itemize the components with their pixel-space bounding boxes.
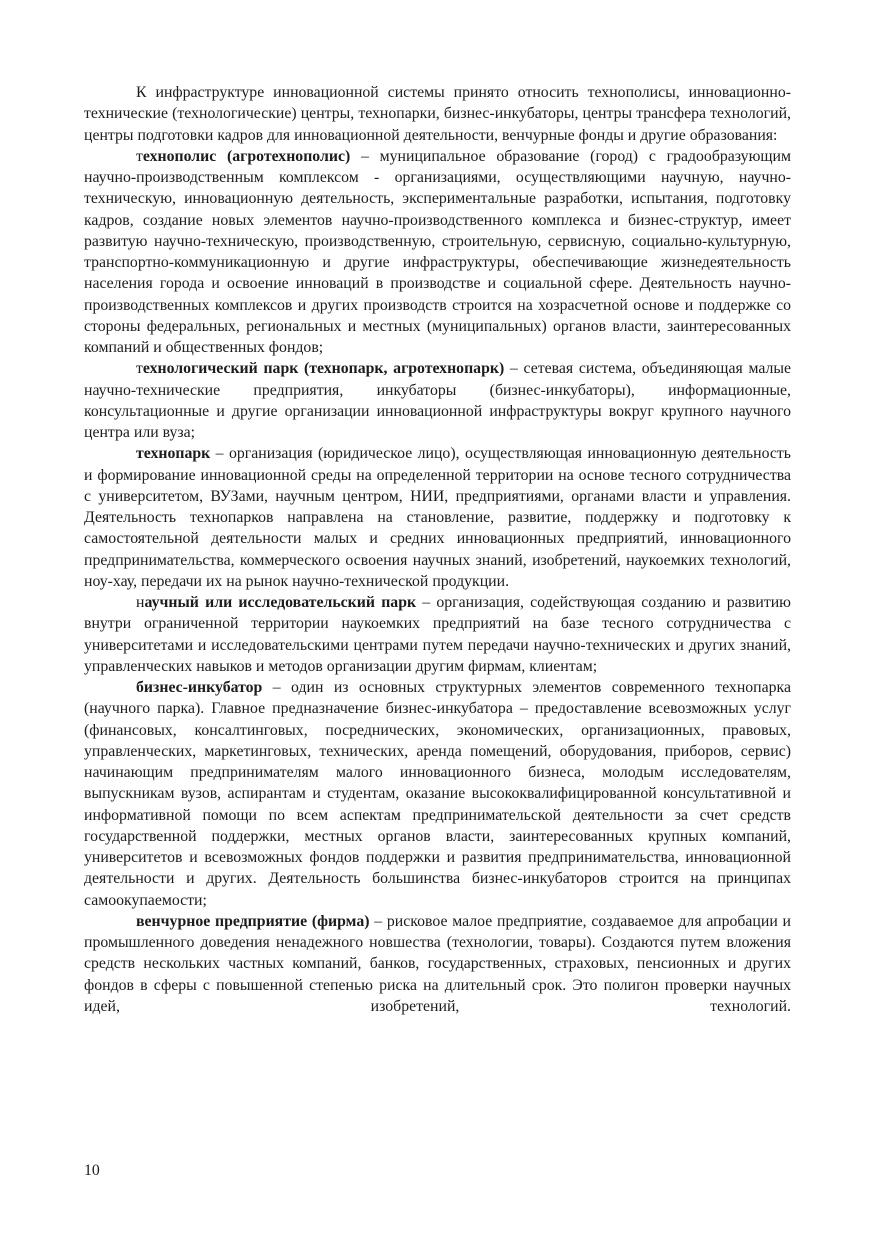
page-number: 10 <box>84 1162 100 1179</box>
paragraph-text: – организация (юридическое лицо), осуществляющая инновационную деятельность и формирование инновационной среды на определенной территории на основе тесного сотрудничества с университетом, ВУЗами, научным центром, НИИ, предприятиями, органами власти и управления. Деятельность технопарков направлена на становление, развитие, поддержку и подготовку к самостоятельной деятельности малых и средних инновационных предприятий, инновационного предпринимательства, коммерческого освоения научных знаний, изобретений, наукоемких технологий, ноу-хау, передачи их на рынок научно-технической продукции. <box>84 445 791 590</box>
paragraph-venture-enterprise <box>84 911 791 1017</box>
term-lead-letter: н <box>136 594 145 611</box>
term-science-park: аучный или исследовательский парк <box>144 594 417 611</box>
term-lead-letter: т <box>136 360 143 378</box>
paragraph-science-park <box>84 592 791 677</box>
paragraph-intro <box>84 82 791 146</box>
paragraph-business-incubator <box>84 677 791 911</box>
term-lead-letter: т <box>136 147 143 165</box>
paragraph-text: – сетевая система, объединяющая малые научно-технические предприятия, инкубаторы (бизнес-инкубаторы), информационные, консультационные и другие организации инновационной инфраструктуры вокруг крупного научного центра или вуза; <box>84 360 791 441</box>
term-tech-park: ехнологический парк (технопарк, агротехнопарк) <box>142 360 505 378</box>
paragraph-text: – муниципальное образование (город) с градообразующим научно-производственным комплексом - организациями, осуществляющими научную, научно-техническую, инновационную деятельность, экспериментальные разработки, испытания, подготовку кадров, создание новых элементов научно-производственного комплекса и бизнес-структур, имеет развитую научно-техническую, производственную, строительную, сервисную, социально-культурную, транспортно-коммуникационную и другие инфраструктуры, обеспечивающие жизнедеятельность населения города и освоение инноваций в производстве и социальной сфере. Деятельность научно-производственных комплексов и других производств строится на хозрасчетной основе и поддержке со стороны федеральных, региональных и местных (муниципальных) органов власти, заинтересованных компаний и общественных фондов; <box>84 147 791 356</box>
paragraph-text: К инфраструктуре инновационной системы принято относить технополисы, инновационно-технические (технологические) центры, технопарки, бизнес-инкубаторы, центры трансфера технологий, центры подготовки кадров для инновационной деятельности, венчурные фонды и другие образования: <box>84 84 791 144</box>
term-venture-enterprise: венчурное предприятие (фирма) <box>136 912 370 930</box>
paragraph-text: – рисковое малое предприятие, создаваемое для апробации и промышленного доведения ненадежного новшества (технологии, товары). Создаются путем вложения средств нескольких частных компаний, банков, государственных, страховых, пенсионных и других фондов в сферы с повышенной степенью риска на длительный срок. Это полигон проверки научных идей, изобретений, технологий. <box>84 912 792 1015</box>
term-business-incubator: бизнес-инкубатор <box>136 679 263 696</box>
paragraph-text: – один из основных структурных элементов современного технопарка (научного парка). Главное предназначение бизнес-инкубатора – предоставление всевозможных услуг (финансовых, консалтинговых, посреднических, экономических, организационных, правовых, управленческих, маркетинговых, технических, аренда помещений, оборудования, приборов, сервис) начинающим предпринимателям малого инновационного бизнеса, молодым исследователям, выпускникам вузов, аспирантам и студентам, оказание высококвалифицированной консультативной и информативной помощи по всем аспектам предпринимательской деятельности за счет средств государственной поддержки, местных органов власти, заинтересованных крупных компаний, университетов и всевозможных фондов поддержки и развития предпринимательства, инновационной деятельности и других. Деятельность большинства бизнес-инкубаторов строится на принципах самоокупаемости; <box>84 679 791 909</box>
document-page <box>84 82 791 1017</box>
paragraph-technopolis <box>84 146 791 359</box>
paragraph-tech-park-network <box>84 358 791 443</box>
paragraph-technopark <box>84 443 791 592</box>
paragraph-text: – организация, содействующая созданию и развитию внутри ограниченной территории наукоемких предприятий на базе тесного сотрудничества с университетами и исследовательскими центрами путем передачи научно-технических и других знаний, управленческих навыков и методов организации другим фирмам, клиентам; <box>84 594 791 675</box>
term-technopark: технопарк <box>136 445 211 463</box>
term-technopolis: ехнополис (агротехнополис) <box>142 147 351 165</box>
